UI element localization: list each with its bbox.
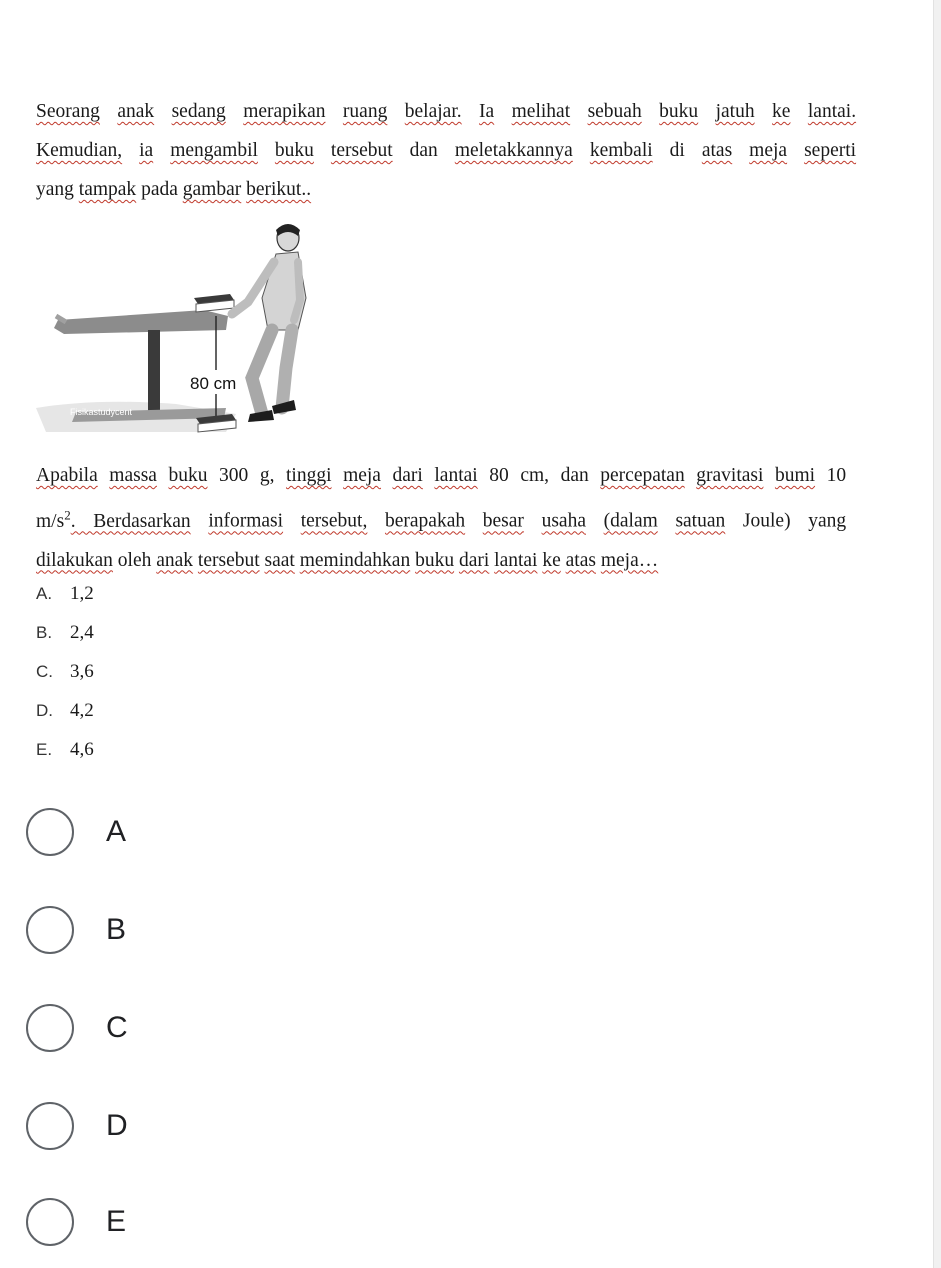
- word: informasi: [208, 510, 284, 532]
- word: tersebut: [197, 549, 260, 571]
- radio-label-d[interactable]: D: [106, 1109, 128, 1142]
- radio-choice-c[interactable]: [26, 998, 426, 1058]
- person-leg-left: [252, 330, 272, 414]
- word: sebuah: [587, 101, 642, 122]
- radio-button-b[interactable]: [26, 906, 74, 954]
- word: tampak: [78, 179, 137, 200]
- option-value: 1,2: [70, 583, 94, 604]
- radio-label-b[interactable]: B: [106, 913, 127, 946]
- radio-label-e[interactable]: E: [106, 1205, 127, 1238]
- word: bumi: [774, 465, 816, 486]
- word: Seorang: [36, 101, 100, 122]
- word: anak: [117, 101, 155, 122]
- radio-button-e[interactable]: [26, 1198, 74, 1246]
- word: g,: [259, 465, 275, 486]
- word: di: [669, 140, 685, 161]
- option-row-d: [36, 691, 94, 730]
- watermark-text: Fisikastudycent: [70, 407, 133, 417]
- unit-sup: 2: [64, 507, 71, 522]
- word: kembali: [589, 140, 653, 161]
- word: Joule): [742, 510, 791, 532]
- word: ke: [772, 101, 791, 122]
- radio-button-d[interactable]: [26, 1102, 74, 1150]
- option-value: 4,2: [70, 700, 94, 721]
- option-row-c: [36, 652, 94, 691]
- radio-choice-a[interactable]: [26, 802, 426, 862]
- radio-label-c[interactable]: C: [106, 1011, 128, 1044]
- option-value: 2,4: [70, 622, 94, 643]
- word: dilakukan: [36, 549, 113, 571]
- word: meja…: [600, 549, 659, 571]
- word: tinggi: [286, 465, 332, 486]
- question-line-2: [36, 131, 856, 170]
- word: memindahkan: [299, 549, 411, 571]
- word: saat: [264, 549, 295, 571]
- question-line-5: [36, 495, 846, 541]
- word: buku: [415, 549, 455, 571]
- word: sedang: [171, 101, 226, 122]
- scrollbar-track[interactable]: [933, 0, 941, 1268]
- radio-choice-b[interactable]: [26, 900, 426, 960]
- word: Apabila: [36, 465, 98, 486]
- word: gravitasi: [696, 465, 764, 486]
- question-text-2: [36, 456, 846, 580]
- radio-label-a[interactable]: A: [106, 815, 127, 848]
- question-text: [36, 92, 856, 209]
- word: seperti: [804, 140, 857, 161]
- word: massa: [109, 465, 157, 486]
- word: meletakkannya: [454, 140, 573, 161]
- word: tersebut: [330, 140, 393, 161]
- question-line-1: [36, 92, 856, 131]
- word: buku: [659, 101, 699, 122]
- word: meja: [749, 140, 788, 161]
- word: atas: [701, 140, 733, 161]
- radio-choice-e[interactable]: [26, 1192, 426, 1252]
- word: merapikan: [243, 101, 326, 122]
- question-line-4: [36, 456, 846, 495]
- word: mengambil: [170, 140, 258, 161]
- option-letter: E.: [36, 740, 53, 759]
- unit-ms2: [36, 507, 191, 532]
- word: 300: [219, 465, 249, 486]
- option-letter: A.: [36, 584, 53, 603]
- word: percepatan: [600, 465, 685, 486]
- word: Kemudian,: [36, 140, 123, 161]
- word: dari: [392, 465, 423, 486]
- height-label: 80 cm: [190, 374, 237, 393]
- word: berapakah: [384, 510, 466, 532]
- person-leg-right: [282, 330, 292, 408]
- option-letter: C.: [36, 662, 53, 681]
- word: lantai: [434, 465, 478, 486]
- word: lantai.: [807, 101, 857, 122]
- word: buku: [274, 140, 314, 161]
- question-line-3: [36, 170, 856, 209]
- table-leg: [148, 330, 160, 414]
- question-illustration: [36, 218, 336, 440]
- word: anak: [156, 549, 194, 571]
- word: 10: [826, 465, 847, 486]
- word: ia: [139, 140, 154, 161]
- word: 80: [489, 465, 509, 486]
- word: pada: [141, 179, 178, 200]
- word: lantai: [494, 549, 538, 571]
- word: dan: [409, 140, 438, 161]
- option-letter: D.: [36, 701, 53, 720]
- word: Ia: [479, 101, 495, 122]
- word: melihat: [511, 101, 571, 122]
- word: satuan: [675, 510, 726, 532]
- unit-base: m/s: [36, 510, 65, 532]
- word: meja: [343, 465, 381, 486]
- word: belajar.: [404, 101, 462, 122]
- word: (dalam: [603, 510, 658, 532]
- word: jatuh: [715, 101, 755, 122]
- word: gambar: [182, 179, 242, 200]
- word: atas: [565, 549, 596, 571]
- radio-button-a[interactable]: [26, 808, 74, 856]
- radio-button-c[interactable]: [26, 1004, 74, 1052]
- word: usaha: [541, 510, 586, 532]
- word: buku: [168, 465, 208, 486]
- option-row-a: [36, 574, 94, 613]
- table-top: [54, 310, 228, 334]
- option-letter: B.: [36, 623, 53, 642]
- word: tersebut,: [300, 510, 368, 532]
- word: . Berdasarkan: [70, 510, 191, 532]
- word: yang: [808, 510, 847, 532]
- word: oleh: [117, 549, 152, 571]
- word: ke: [542, 549, 561, 571]
- word: dari: [458, 549, 490, 571]
- option-row-b: [36, 613, 94, 652]
- option-value: 3,6: [70, 661, 94, 682]
- radio-choice-d[interactable]: [26, 1096, 426, 1156]
- option-row-e: [36, 730, 94, 769]
- word: dan: [560, 465, 589, 486]
- word: cm,: [520, 465, 550, 486]
- option-value: 4,6: [70, 739, 94, 760]
- question-line-6: [36, 541, 846, 580]
- word: ruang: [342, 101, 388, 122]
- word: berikut..: [246, 179, 312, 200]
- word: besar: [482, 510, 524, 532]
- illustration-svg: [36, 218, 336, 440]
- word: yang: [36, 179, 74, 200]
- answer-options-list: [36, 574, 94, 769]
